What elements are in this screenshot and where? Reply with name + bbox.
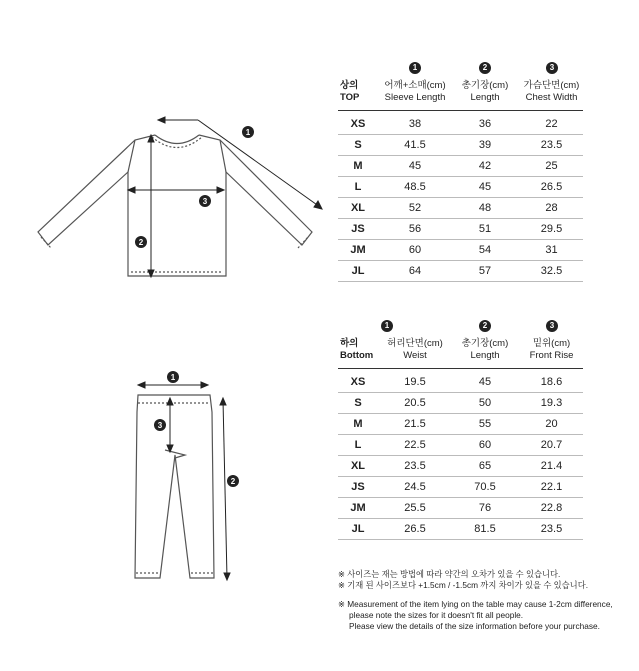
table-row <box>338 240 583 261</box>
table-row <box>338 198 583 219</box>
table-row <box>338 372 583 393</box>
value-cell: 26.5 <box>540 181 563 193</box>
bottom-marker-3: 3 <box>157 421 163 430</box>
value-cell: 60 <box>408 244 422 256</box>
value-cell: 20.5 <box>404 397 426 409</box>
size-notes <box>338 569 638 632</box>
value-cell: 64 <box>408 265 422 277</box>
top-marker-1: 1 <box>245 128 251 137</box>
bottom-table-rows <box>338 372 583 540</box>
size-cell: JS <box>351 481 365 493</box>
size-cell: S <box>354 397 362 409</box>
top-title-en: TOP <box>340 92 360 103</box>
bottom-marker-2: 2 <box>230 477 236 486</box>
value-cell: 32.5 <box>540 265 563 277</box>
value-cell: 19.5 <box>404 376 426 388</box>
value-cell: 48 <box>478 202 492 214</box>
table-row <box>338 414 583 435</box>
value-cell: 21.5 <box>404 418 426 430</box>
value-cell: 31 <box>545 244 558 256</box>
bottom-markers <box>154 371 239 487</box>
value-cell: 26.5 <box>404 523 426 535</box>
value-cell: 52 <box>408 202 422 214</box>
top-markers <box>135 126 254 248</box>
top-title-ko: 상의 <box>340 80 359 91</box>
value-cell: 23.5 <box>404 460 426 472</box>
top-col3-marker: 3 <box>546 62 558 74</box>
value-cell: 20.7 <box>540 439 563 451</box>
value-cell: 20 <box>545 418 558 430</box>
top-col3-header <box>520 80 583 104</box>
value-cell: 19.3 <box>540 397 563 409</box>
bottom-col2-marker: 2 <box>479 320 491 332</box>
size-cell: JM <box>350 244 366 256</box>
value-cell: 22.8 <box>540 502 563 514</box>
value-cell: 38 <box>408 118 422 130</box>
bottom-col3-header <box>520 338 583 362</box>
bottom-measure-arrows <box>138 382 230 580</box>
note-spacer <box>338 591 638 599</box>
size-cell: L <box>354 181 362 193</box>
value-cell: 81.5 <box>474 523 496 535</box>
value-cell: 23.5 <box>540 523 563 535</box>
bottom-col2-header <box>450 338 520 362</box>
value-cell: 29.5 <box>540 223 563 235</box>
value-cell: 57 <box>478 265 492 277</box>
value-cell: 25.5 <box>404 502 426 514</box>
top-measure-arrows <box>128 117 322 277</box>
bottom-title-ko: 하의 <box>340 338 359 349</box>
table-row <box>338 456 583 477</box>
top-col3-en: Chest Width <box>525 92 578 103</box>
note-en-1: ※ Measurement of the item lying on the table may cause 1-2cm difference, <box>338 599 613 609</box>
value-cell: 51 <box>478 223 492 235</box>
size-cell: JS <box>351 223 365 235</box>
value-cell: 56 <box>408 223 422 235</box>
note-en-3: Please view the details of the size information before your purchase. <box>349 621 600 631</box>
size-cell: M <box>353 160 363 172</box>
top-col2-ko: 총기장(cm) <box>461 80 509 91</box>
size-cell: XL <box>350 202 366 214</box>
value-cell: 50 <box>478 397 492 409</box>
value-cell: 18.6 <box>540 376 563 388</box>
size-cell: XS <box>350 376 366 388</box>
value-cell: 22.1 <box>540 481 563 493</box>
table-row <box>338 477 583 498</box>
value-cell: 36 <box>478 118 492 130</box>
bottom-title <box>340 338 380 362</box>
top-marker-2: 2 <box>138 238 144 247</box>
top-garment-drawing <box>38 135 312 276</box>
note-en-2: please note the sizes for it doesn't fit all people. <box>349 610 524 620</box>
bottom-col1-ko: 허리단면(cm) <box>387 338 443 349</box>
bottom-table-header <box>338 338 583 369</box>
top-table-rows <box>338 114 583 282</box>
note-ko-2: ※ 기재 된 사이즈보다 +1.5cm / -1.5cm 까지 차이가 있을 수 있습니다. <box>338 580 589 590</box>
top-table-header <box>338 80 583 111</box>
top-col1-header <box>380 80 450 104</box>
bottom-col1-marker: 1 <box>381 320 393 332</box>
top-col3-ko: 가슴단면(cm) <box>523 80 580 91</box>
value-cell: 22 <box>545 118 558 130</box>
size-cell: XL <box>350 460 366 472</box>
top-title <box>340 80 380 104</box>
bottom-col1-en: Weist <box>403 350 427 361</box>
table-row <box>338 114 583 135</box>
value-cell: 60 <box>478 439 492 451</box>
table-row <box>338 219 583 240</box>
value-cell: 25 <box>545 160 558 172</box>
value-cell: 65 <box>478 460 492 472</box>
size-cell: L <box>354 439 362 451</box>
value-cell: 76 <box>478 502 492 514</box>
note-ko-1: ※ 사이즈는 재는 방법에 따라 약간의 오차가 있을 수 있습니다. <box>338 569 561 579</box>
top-col2-en: Length <box>470 92 500 103</box>
bottom-col2-en: Length <box>470 350 500 361</box>
top-col1-ko: 어깨+소매(cm) <box>384 80 446 91</box>
table-row <box>338 156 583 177</box>
size-cell: JL <box>351 523 365 535</box>
value-cell: 21.4 <box>540 460 563 472</box>
top-marker-row <box>338 62 583 76</box>
bottom-col2-ko: 총기장(cm) <box>461 338 509 349</box>
size-cell: JL <box>351 265 365 277</box>
table-row <box>338 177 583 198</box>
table-row <box>338 498 583 519</box>
size-cell: JM <box>350 502 366 514</box>
value-cell: 24.5 <box>404 481 426 493</box>
top-col2-marker: 2 <box>479 62 491 74</box>
bottom-title-en: Bottom <box>340 350 374 361</box>
bottom-col3-ko: 밑위(cm) <box>532 338 571 349</box>
table-row <box>338 519 583 540</box>
value-cell: 22.5 <box>404 439 426 451</box>
value-cell: 70.5 <box>474 481 496 493</box>
size-cell: XS <box>350 118 366 130</box>
top-col2-header <box>450 80 520 104</box>
value-cell: 28 <box>545 202 558 214</box>
bottom-col3-en: Front Rise <box>529 350 574 361</box>
table-row <box>338 393 583 414</box>
bottom-col3-marker: 3 <box>546 320 558 332</box>
top-col1-en: Sleeve Length <box>384 92 446 103</box>
size-cell: S <box>354 139 362 151</box>
value-cell: 41.5 <box>404 139 426 151</box>
value-cell: 54 <box>478 244 492 256</box>
bottom-marker-row <box>338 320 583 334</box>
top-col1-marker: 1 <box>409 62 421 74</box>
value-cell: 45 <box>478 181 492 193</box>
value-cell: 45 <box>408 160 422 172</box>
bottom-garment-drawing <box>135 395 214 578</box>
value-cell: 48.5 <box>404 181 426 193</box>
table-row <box>338 435 583 456</box>
table-row <box>338 261 583 282</box>
value-cell: 45 <box>478 376 492 388</box>
size-cell: M <box>353 418 363 430</box>
value-cell: 42 <box>478 160 492 172</box>
top-marker-3: 3 <box>202 197 208 206</box>
value-cell: 39 <box>478 139 492 151</box>
bottom-marker-1: 1 <box>170 373 176 382</box>
bottom-col1-header <box>380 338 450 362</box>
value-cell: 23.5 <box>540 139 563 151</box>
table-row <box>338 135 583 156</box>
value-cell: 55 <box>478 418 492 430</box>
